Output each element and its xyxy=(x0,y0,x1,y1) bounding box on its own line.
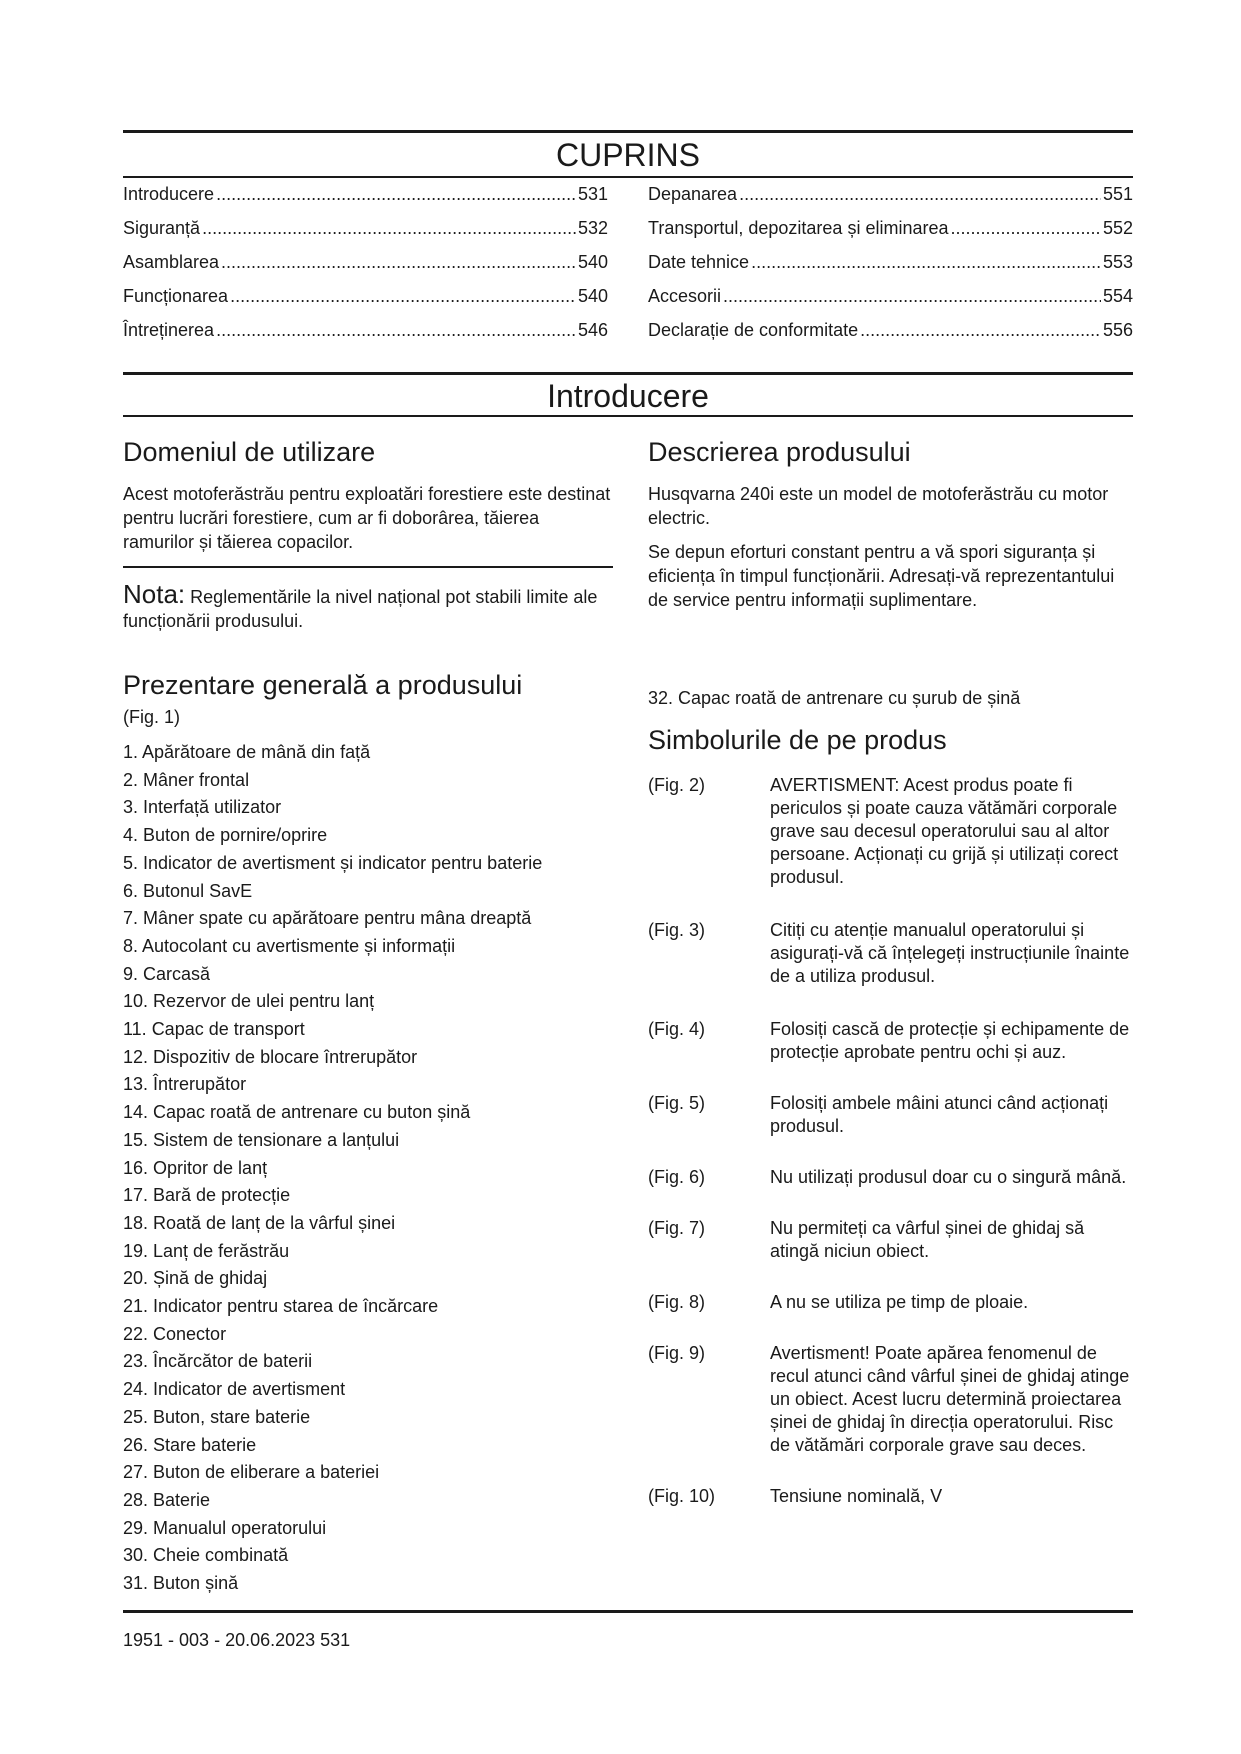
toc-item-functionarea[interactable]: Funcționarea ..... 540 xyxy=(123,286,608,320)
toc-item-date-tehnice[interactable]: Date tehnice ..... 553 xyxy=(648,252,1133,286)
nota-divider xyxy=(123,566,613,568)
overview-fig: (Fig. 1) xyxy=(123,707,181,727)
symbol-row-fig9: (Fig. 9) Avertisment! Poate apărea fenomenul de recul atunci când vârful șinei de ghidaj atinge un obiect. Acest lucru determină proiectarea șinei de ghidaj în direcția operatorului. Risc de vătămări corporale grave sau deces. xyxy=(648,1343,1130,1455)
symbol-row-fig4: (Fig. 4) Folosiți cască de protecție și echipamente de protecție aprobate pentru ochi și auz. xyxy=(648,1019,1130,1062)
toc-bottom-rule xyxy=(123,176,1133,178)
toc-title: CUPRINS xyxy=(555,137,700,173)
description-text-1: Husqvarna 240i este un model de motoferăstrău cu motor electric. xyxy=(648,484,1109,528)
parts-list xyxy=(123,739,613,1598)
list-item: 13. Întrerupător xyxy=(123,1074,247,1095)
list-item: 29. Manualul operatorului xyxy=(123,1517,327,1538)
list-item: 8. Autocolant cu avertismente și informații xyxy=(123,935,456,956)
list-item: 23. Încărcător de baterii xyxy=(123,1351,313,1372)
toc-item-introducere[interactable]: Introducere ..... 531 xyxy=(123,184,608,218)
list-item: 26. Stare baterie xyxy=(123,1434,257,1455)
list-item: 14. Capac roată de antrenare cu buton șină xyxy=(123,1102,471,1123)
toc-right-column xyxy=(648,184,1133,354)
footer-text: 1951 - 003 - 20.06.2023 531 xyxy=(123,1630,351,1650)
symbols-title: Simbolurile de pe produs xyxy=(648,725,947,755)
toc-item-accesorii[interactable]: Accesorii ..... 554 xyxy=(648,286,1133,320)
symbol-row-fig8: (Fig. 8) A nu se utiliza pe timp de ploaie. xyxy=(648,1292,1029,1312)
list-item: 17. Bară de protecție xyxy=(123,1185,291,1206)
list-item: 20. Șină de ghidaj xyxy=(123,1268,268,1289)
intro-top-rule xyxy=(123,372,1133,375)
symbol-row-fig10: (Fig. 10) Tensiune nominală, V xyxy=(648,1486,943,1506)
list-item: 18. Roată de lanț de la vârful șinei xyxy=(123,1212,396,1233)
list-item: 30. Cheie combinată xyxy=(123,1545,289,1566)
description-title: Descrierea produsului xyxy=(648,437,911,467)
list-item: 4. Buton de pornire/oprire xyxy=(123,825,328,846)
toc-item-asamblarea[interactable]: Asamblarea ..... 540 xyxy=(123,252,608,286)
list-item: 31. Buton șină xyxy=(123,1573,239,1594)
list-item: 27. Buton de eliberare a bateriei xyxy=(123,1462,380,1483)
footer-rule xyxy=(123,1610,1133,1613)
list-item: 25. Buton, stare baterie xyxy=(123,1406,311,1427)
symbol-row-fig5: (Fig. 5) Folosiți ambele mâini atunci când acționați produsul. xyxy=(648,1093,1109,1136)
toc-top-rule xyxy=(123,130,1133,133)
list-item: 16. Opritor de lanț xyxy=(123,1157,268,1178)
list-item: 19. Lanț de ferăstrău xyxy=(123,1240,290,1261)
list-item-32: 32. Capac roată de antrenare cu șurub de șină xyxy=(648,688,1021,708)
list-item: 1. Apărătoare de mână din față xyxy=(123,742,371,762)
description-text-2: Se depun eforturi constant pentru a vă spori siguranța și eficiența în timpul funcționării. Adresați-vă reprezentantului de service pentru informații suplimentare. xyxy=(648,542,1115,610)
list-item: 9. Carcasă xyxy=(123,963,211,984)
list-item: 7. Mâner spate cu apărătoare pentru mâna dreaptă xyxy=(123,908,532,929)
section-title: Introducere xyxy=(547,378,709,414)
toc-item-transportul[interactable]: Transportul, depozitarea și eliminarea ..... 552 xyxy=(648,218,1133,252)
list-item: 22. Conector xyxy=(123,1323,227,1344)
list-item: 15. Sistem de tensionare a lanțului xyxy=(123,1129,400,1150)
nota-text: Reglementările la nivel național pot stabili limite ale funcționării produsului. xyxy=(123,587,598,631)
domain-title: Domeniul de utilizare xyxy=(123,437,376,467)
domain-text: Acest motoferăstrău pentru exploatări forestiere este destinat pentru lucrări forestiere, cum ar fi doborârea, tăierea ramurilor și tăierea copacilor. xyxy=(123,484,611,552)
list-item: 11. Capac de transport xyxy=(123,1019,305,1040)
overview-title: Prezentare generală a produsului xyxy=(123,670,523,700)
right-column xyxy=(648,436,1138,622)
toc-item-siguranta[interactable]: Siguranță ..... 532 xyxy=(123,218,608,252)
intro-bottom-rule xyxy=(123,415,1133,417)
symbol-row-fig6: (Fig. 6) Nu utilizați produsul doar cu o singură mână. xyxy=(648,1167,1127,1187)
symbol-row-fig7: (Fig. 7) Nu permiteți ca vârful șinei de ghidaj să atingă niciun obiect. xyxy=(648,1218,1085,1261)
toc-left-column xyxy=(123,184,608,354)
list-item: 28. Baterie xyxy=(123,1489,211,1510)
list-item: 24. Indicator de avertisment xyxy=(123,1379,346,1400)
list-item: 6. Butonul SavE xyxy=(123,880,253,901)
list-item: 3. Interfață utilizator xyxy=(123,797,282,818)
toc-item-declaratie[interactable]: Declarație de conformitate ..... 556 xyxy=(648,320,1133,354)
toc-item-intretinerea[interactable]: Întreținerea ..... 546 xyxy=(123,320,608,354)
symbol-row-fig3: (Fig. 3) Citiți cu atenție manualul operatorului și asigurați-vă că înțelegeți instrucțiunile înainte de a utiliza produsul. xyxy=(648,920,1130,986)
symbol-row-fig2: (Fig. 2) AVERTISMENT: Acest produs poate fi periculos și poate cauza vătămări corporale grave sau decesul operatorului sau al altor persoane. Acționați cu grijă și utilizați corect produsul. xyxy=(648,775,1119,887)
nota-title: Nota: xyxy=(123,579,186,609)
right-column-lower xyxy=(648,686,1138,1508)
list-item: 2. Mâner frontal xyxy=(123,769,250,790)
list-item: 12. Dispozitiv de blocare întrerupător xyxy=(123,1046,418,1067)
list-item: 21. Indicator pentru starea de încărcare xyxy=(123,1296,439,1317)
nota-block xyxy=(123,579,613,633)
list-item: 10. Rezervor de ulei pentru lanț xyxy=(123,991,375,1012)
toc-item-depanarea[interactable]: Depanarea ..... 551 xyxy=(648,184,1133,218)
left-column xyxy=(123,436,613,1598)
list-item: 5. Indicator de avertisment și indicator pentru baterie xyxy=(123,852,543,873)
